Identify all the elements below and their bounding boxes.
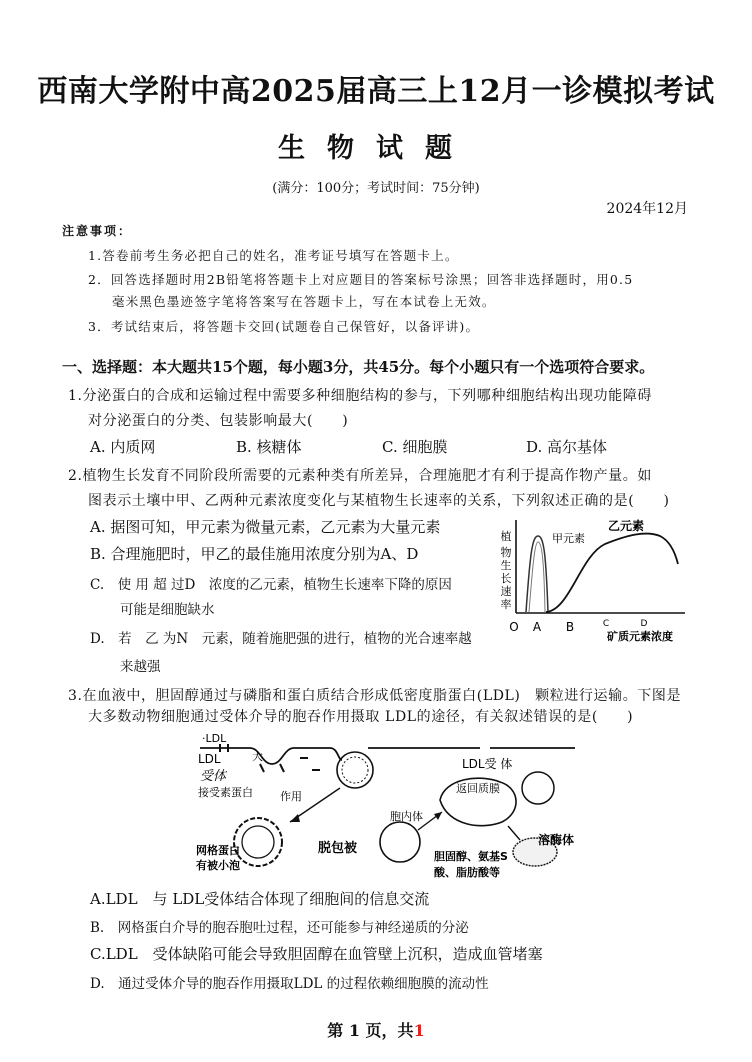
ylabel-char-2: 生 xyxy=(500,559,512,572)
notice-item-1: 1.答卷前考生务必把自己的姓名，准考证号填写在答题卡上。 xyxy=(88,248,459,263)
exam-meta: (满分：100分；考试时间：75分钟) xyxy=(272,181,480,196)
label-binding-protein: 接受素蛋白 xyxy=(198,786,253,799)
q2-growth-figure xyxy=(490,516,690,646)
q3-option-b: B. 网格蛋白介导的胞吞胞吐过程，还可能参与神经递质的分泌 xyxy=(90,920,469,936)
exam-title: 西南大学附中高2025届高三上12月一诊模拟考试 xyxy=(37,74,715,109)
label-coated-vesicle: 有被小泡 xyxy=(196,859,240,872)
q1-stem-line2: 对分泌蛋白的分类、包装影响最大( ) xyxy=(88,413,349,429)
label-uncoat: 脱包被 xyxy=(318,841,358,856)
page-footer xyxy=(0,1018,752,1041)
yi-curve xyxy=(546,534,678,612)
q2-option-d-line2: 来越强 xyxy=(120,659,161,675)
xtick-a: A xyxy=(532,620,542,634)
plasma-membrane-left xyxy=(200,748,342,764)
coated-vesicle xyxy=(234,818,282,866)
notice-item-2: 2．回答选择题时用2B铅笔将答题卡上对应题目的答案标号涂黑；回答非选择题时，用0.5 xyxy=(88,272,634,287)
q1-option-c: C. 细胞膜 xyxy=(382,438,448,456)
xtick-d: D xyxy=(640,619,648,629)
q2-option-c-line1: C. 使 用 超 过D 浓度的乙元素，植物生长速率下降的原因 xyxy=(90,577,452,593)
receptor-mark-4 xyxy=(280,764,284,772)
q2-option-c-line2: 可能是细胞缺水 xyxy=(120,602,215,618)
label-action: 作用 xyxy=(280,790,302,803)
q3-option-a: A.LDL 与 LDL受体结合体现了细胞间的信息交流 xyxy=(90,890,430,908)
uncoated-vesicle xyxy=(380,822,420,862)
xtick-o: O xyxy=(509,620,519,634)
page-footer-total: 1 xyxy=(413,1021,425,1040)
q2-option-a: A. 据图可知，甲元素为微量元素，乙元素为大量元素 xyxy=(90,518,441,536)
ylabel-char-1: 物 xyxy=(500,546,512,559)
label-da: 大 xyxy=(252,750,263,763)
label-products-2: 酸、脂肪酸等 xyxy=(434,866,500,879)
recycling-vesicle xyxy=(522,772,554,804)
arrow-to-lysosome xyxy=(508,826,520,840)
q3-option-d: D. 通过受体介导的胞吞作用摄取LDL 的过程依赖细胞膜的流动性 xyxy=(90,976,489,992)
q2-option-d-line1: D. 若 乙 为N 元素，随着施肥强的进行，植物的光合速率越 xyxy=(90,631,472,647)
label-lysosome: 溶酶体 xyxy=(538,833,575,847)
label-endosome: 胞内体 xyxy=(390,810,423,823)
receptor-mark-3 xyxy=(260,764,264,772)
ylabel-char-5: 率 xyxy=(500,598,512,611)
q3-stem-line2: 大多数动物细胞通过受体介导的胞吞作用摄取 LDL的途径，有关叙述错误的是( ) xyxy=(88,709,634,725)
q2-option-b: B. 合理施肥时，甲乙的最佳施用浓度分别为A、D xyxy=(90,545,419,563)
label-ldl-receptor: LDL受 体 xyxy=(462,757,513,771)
label-clathrin: 网格蛋白 xyxy=(196,844,240,857)
q3-ldl-pathway-figure xyxy=(190,730,590,890)
notice-item-2-cont: 毫米黑色墨迹签字笔将答案写在答题卡上，写在本试卷上无效。 xyxy=(112,294,496,309)
label-ldl: LDL xyxy=(198,752,221,766)
label-products-1: 胆固醇、氨基S xyxy=(434,850,508,863)
q1-option-a: A. 内质网 xyxy=(90,438,156,456)
section-heading: 一、选择题：本大题共15个题，每小题3分，共45分。每个小题只有一个选项符合要求。 xyxy=(62,358,655,376)
q1-option-d: D. 高尔基体 xyxy=(526,438,608,456)
q3-option-c: C.LDL 受体缺陷可能会导致胆固醇在血管壁上沉积，造成血管堵塞 xyxy=(90,945,543,963)
label-receptor: 受体 xyxy=(200,769,227,784)
xtick-b: B xyxy=(565,620,575,634)
page-footer-text: 第 1 页，共 xyxy=(327,1021,414,1040)
subject-title: 生物试题 xyxy=(278,133,474,164)
q2-stem-line1: 2.植物生长发育不同阶段所需要的元素种类有所差异，合理施肥才有利于提高作物产量。如 xyxy=(68,468,652,484)
q2-stem-line2: 图表示土壤中甲、乙两种元素浓度变化与某植物生长速率的关系，下列叙述正确的是( ) xyxy=(88,493,670,509)
q3-stem-line1: 3.在血液中，胆固醇通过与磷脂和蛋白质结合形成低密度脂蛋白(LDL) 颗粒进行运输。下图是 xyxy=(68,688,682,704)
ylabel-char-0: 植 xyxy=(500,530,512,543)
notice-item-3: 3．考试结束后，将答题卡交回(试题卷自己保管好，以备评讲)。 xyxy=(88,319,480,334)
xlabel: 矿质元素浓度 xyxy=(607,630,673,643)
q1-option-b: B. 核糖体 xyxy=(236,438,302,456)
q1-stem-line1: 1.分泌蛋白的合成和运输过程中需要多种细胞结构的参与，下列哪种细胞结构出现功能障碍 xyxy=(68,388,652,404)
label-return: 返回质膜 xyxy=(456,782,500,795)
yi-label: 乙元素 xyxy=(608,519,645,533)
xtick-c: C xyxy=(602,619,610,629)
ylabel-char-4: 速 xyxy=(500,585,512,598)
exam-date: 2024年12月 xyxy=(606,201,688,217)
jia-label: 甲元素 xyxy=(552,532,585,545)
notice-heading: 注意事项： xyxy=(62,224,133,238)
coated-vesicle-inner xyxy=(242,826,274,858)
ylabel-char-3: 长 xyxy=(500,572,512,585)
arrow-head-1 xyxy=(290,814,300,822)
label-ldl-top: ·LDL xyxy=(202,732,227,745)
arrow-head-2 xyxy=(434,812,442,820)
coated-pit-inner xyxy=(342,757,368,783)
